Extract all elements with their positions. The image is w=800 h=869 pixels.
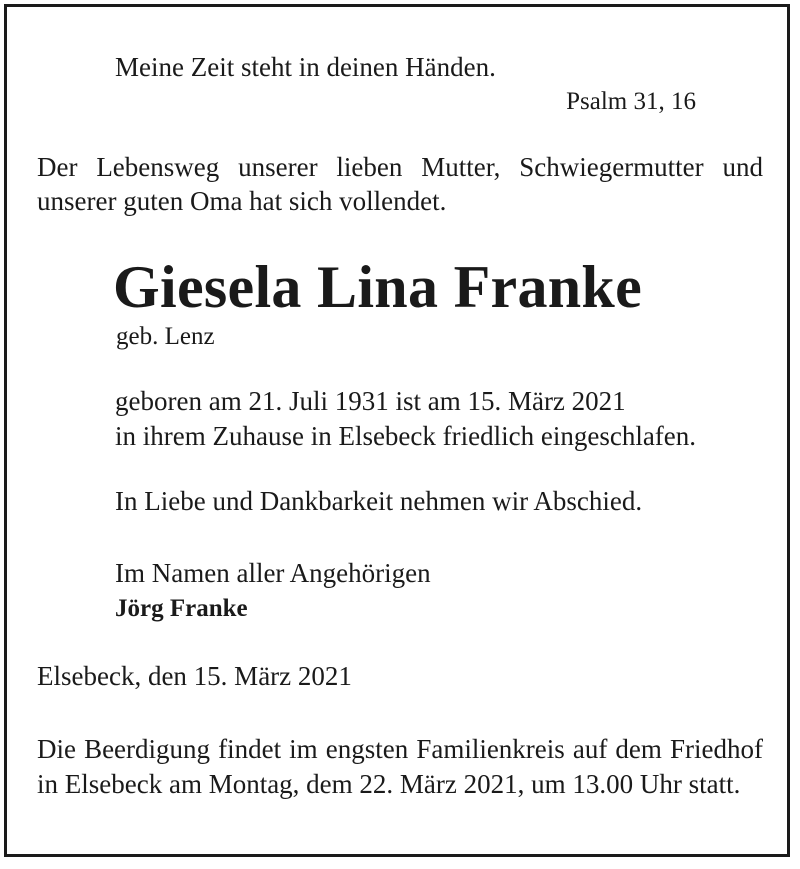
on-behalf-text: Im Namen aller Angehörigen bbox=[115, 558, 431, 588]
psalm-quote: Meine Zeit steht in deinen Händen. bbox=[115, 52, 496, 82]
psalm-reference: Psalm 31, 16 bbox=[566, 88, 696, 115]
death-place-line: in ihrem Zuhause in Elsebeck friedlich eingeschlafen. bbox=[115, 421, 697, 451]
birth-death-line: geboren am 21. Juli 1931 ist am 15. März 2021 bbox=[115, 386, 626, 416]
deceased-name: Giesela Lina Franke bbox=[113, 254, 643, 320]
intro-text: Der Lebensweg unserer lieben Mutter, Schwiegermutter und unserer guten Oma hat sich vollendet. bbox=[37, 152, 763, 216]
place-and-date: Elsebeck, den 15. März 2021 bbox=[37, 661, 352, 691]
farewell-text: In Liebe und Dankbarkeit nehmen wir Abschied. bbox=[115, 486, 643, 516]
maiden-name: geb. Lenz bbox=[116, 323, 215, 350]
funeral-info: Die Beerdigung findet im engsten Familienkreis auf dem Friedhof in Elsebeck am Montag, dem 22. März 2021, um 13.00 Uhr statt. bbox=[37, 734, 763, 799]
signer-name: Jörg Franke bbox=[115, 595, 248, 622]
